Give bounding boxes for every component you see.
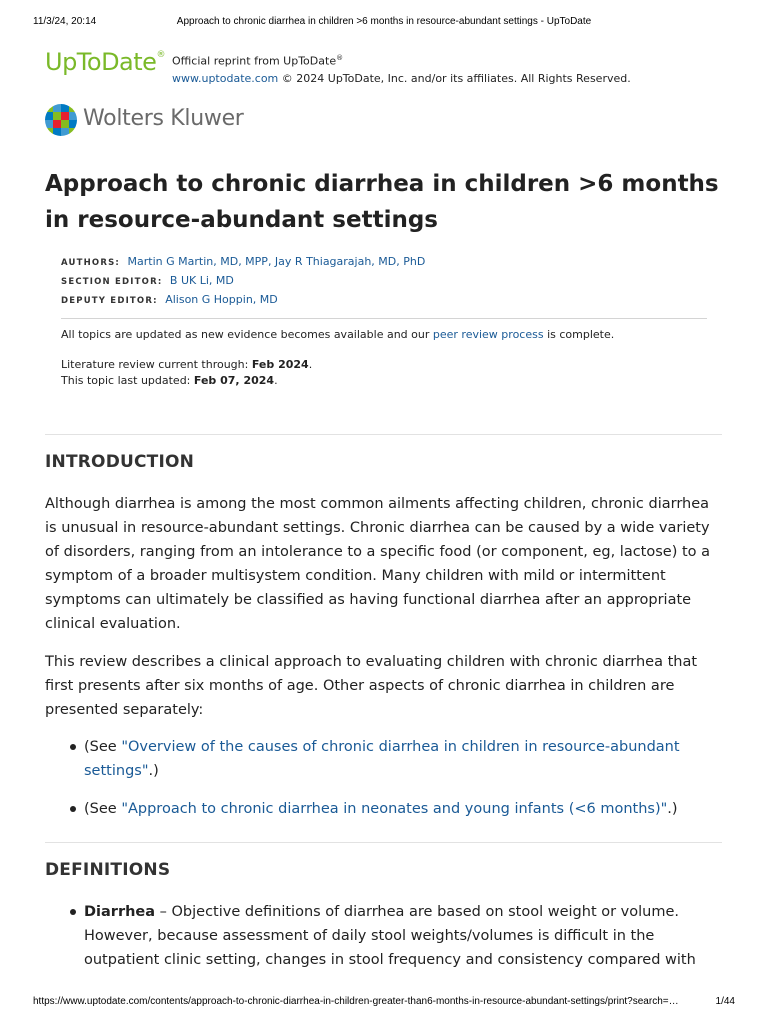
copyright-text: © 2024 UpToDate, Inc. and/or its affiliates. All Rights Reserved. [281,71,631,85]
print-url: https://www.uptodate.com/contents/approach-to-chronic-diarrhea-in-children-greater-than6-months-in-resource-abundant-settings/print?search=… [33,996,679,1007]
print-footer [0,996,768,1010]
last-updated-label: This topic last updated: [61,374,194,387]
print-page-title: Approach to chronic diarrhea in children >6 months in resource-abundant settings - UpToDate [176,16,592,27]
wolters-kluwer-wordmark: Wolters Kluwer [83,106,244,131]
bullet-icon [70,806,76,812]
lit-review-value: Feb 2024 [251,358,309,371]
section-editor-link[interactable]: B UK Li, MD [169,274,234,287]
section-editor-row [61,272,721,291]
bullet-icon [70,744,76,750]
bullet-icon [70,909,76,915]
last-updated-date [61,373,721,389]
bullet-prefix: (See [84,739,122,755]
print-datetime: 11/3/24, 20:14 [33,16,97,27]
reprint-notice [172,50,631,87]
lit-review-label: Literature review current through: [61,358,252,371]
period: . [308,358,313,371]
period: . [274,374,278,387]
notice-text: All topics are updated as new evidence becomes available and our [61,328,433,341]
update-notice [61,326,721,343]
article-credits [61,253,721,310]
print-header [0,16,768,30]
reprint-registered-mark: ® [336,54,344,62]
bullet-suffix: .) [667,801,678,817]
section-editor-label: SECTION EDITOR: [61,277,163,287]
wolters-kluwer-mosaic-icon [45,104,77,136]
literature-review-date [61,357,721,373]
divider [61,318,707,319]
notice-text-end: is complete. [543,328,615,341]
brand-header [45,48,725,84]
introduction-paragraph-2: This review describes a clinical approach to evaluating children with chronic diarrhea that first presents after six months of age. Other aspects of chronic diarrhea in children are presented separately: [45,654,698,718]
definition-text: – Objective definitions of diarrhea are based on stool weight or volume. However, because assessment of daily stool weights/volumes is difficult in the outpatient clinic setting, changes in stool frequency and consistency compared with [84,904,696,968]
uptodate-logo[interactable] [45,48,165,76]
wolters-kluwer-logo [45,104,305,136]
registered-mark: ® [156,50,165,60]
bullet-suffix: .) [148,763,159,779]
authors-row [61,253,721,272]
last-updated-value: Feb 07, 2024 [193,374,275,387]
list-item [45,735,725,783]
bullet-prefix: (See [84,801,122,817]
list-item [45,797,725,821]
section-heading-introduction: INTRODUCTION [45,452,195,472]
deputy-editor-label: DEPUTY EDITOR: [61,296,158,306]
page-number: 1/44 [715,996,735,1007]
article-title: Approach to chronic diarrhea in children >6 months in resource-abundant settings [45,171,719,233]
section-heading-definitions: DEFINITIONS [45,860,171,880]
reprint-line: Official reprint from UpToDate [172,54,337,68]
uptodate-logo-text: UpToDate [45,48,157,76]
definitions-list [45,900,725,972]
review-dates [61,357,721,389]
authors-label: AUTHORS: [61,258,121,268]
authors-link[interactable]: Martin G Martin, MD, MPP, Jay R Thiagarajah, MD, PhD [127,255,426,268]
topic-link-chronic-diarrhea-causes[interactable]: "Overview of the causes of chronic diarrhea in children in resource-abundant settings" [84,739,680,779]
topic-link-neonates-young-infants[interactable]: "Approach to chronic diarrhea in neonates and young infants (<6 months)" [121,801,668,817]
uptodate-site-link[interactable]: www.uptodate.com [172,71,279,85]
related-topics-list [45,735,725,821]
deputy-editor-row [61,291,721,310]
definition-item-diarrhea [45,900,725,972]
deputy-editor-link[interactable]: Alison G Hoppin, MD [165,293,278,306]
section-divider [45,434,722,435]
definition-term: Diarrhea [84,904,156,920]
peer-review-link[interactable]: peer review process [432,328,544,341]
section-divider [45,842,722,843]
introduction-paragraph-1: Although diarrhea is among the most common ailments affecting children, chronic diarrhea is unusual in resource-abundant settings. Chronic diarrhea can be caused by a wide variety of disorders, ranging from an intolerance to a specific food (or component, eg, lactose) to a symptom of a broader multisystem condition. Many children with mild or intermittent symptoms can ultimately be classified as having functional diarrhea after an appropriate clinical evaluation. [45,496,711,632]
